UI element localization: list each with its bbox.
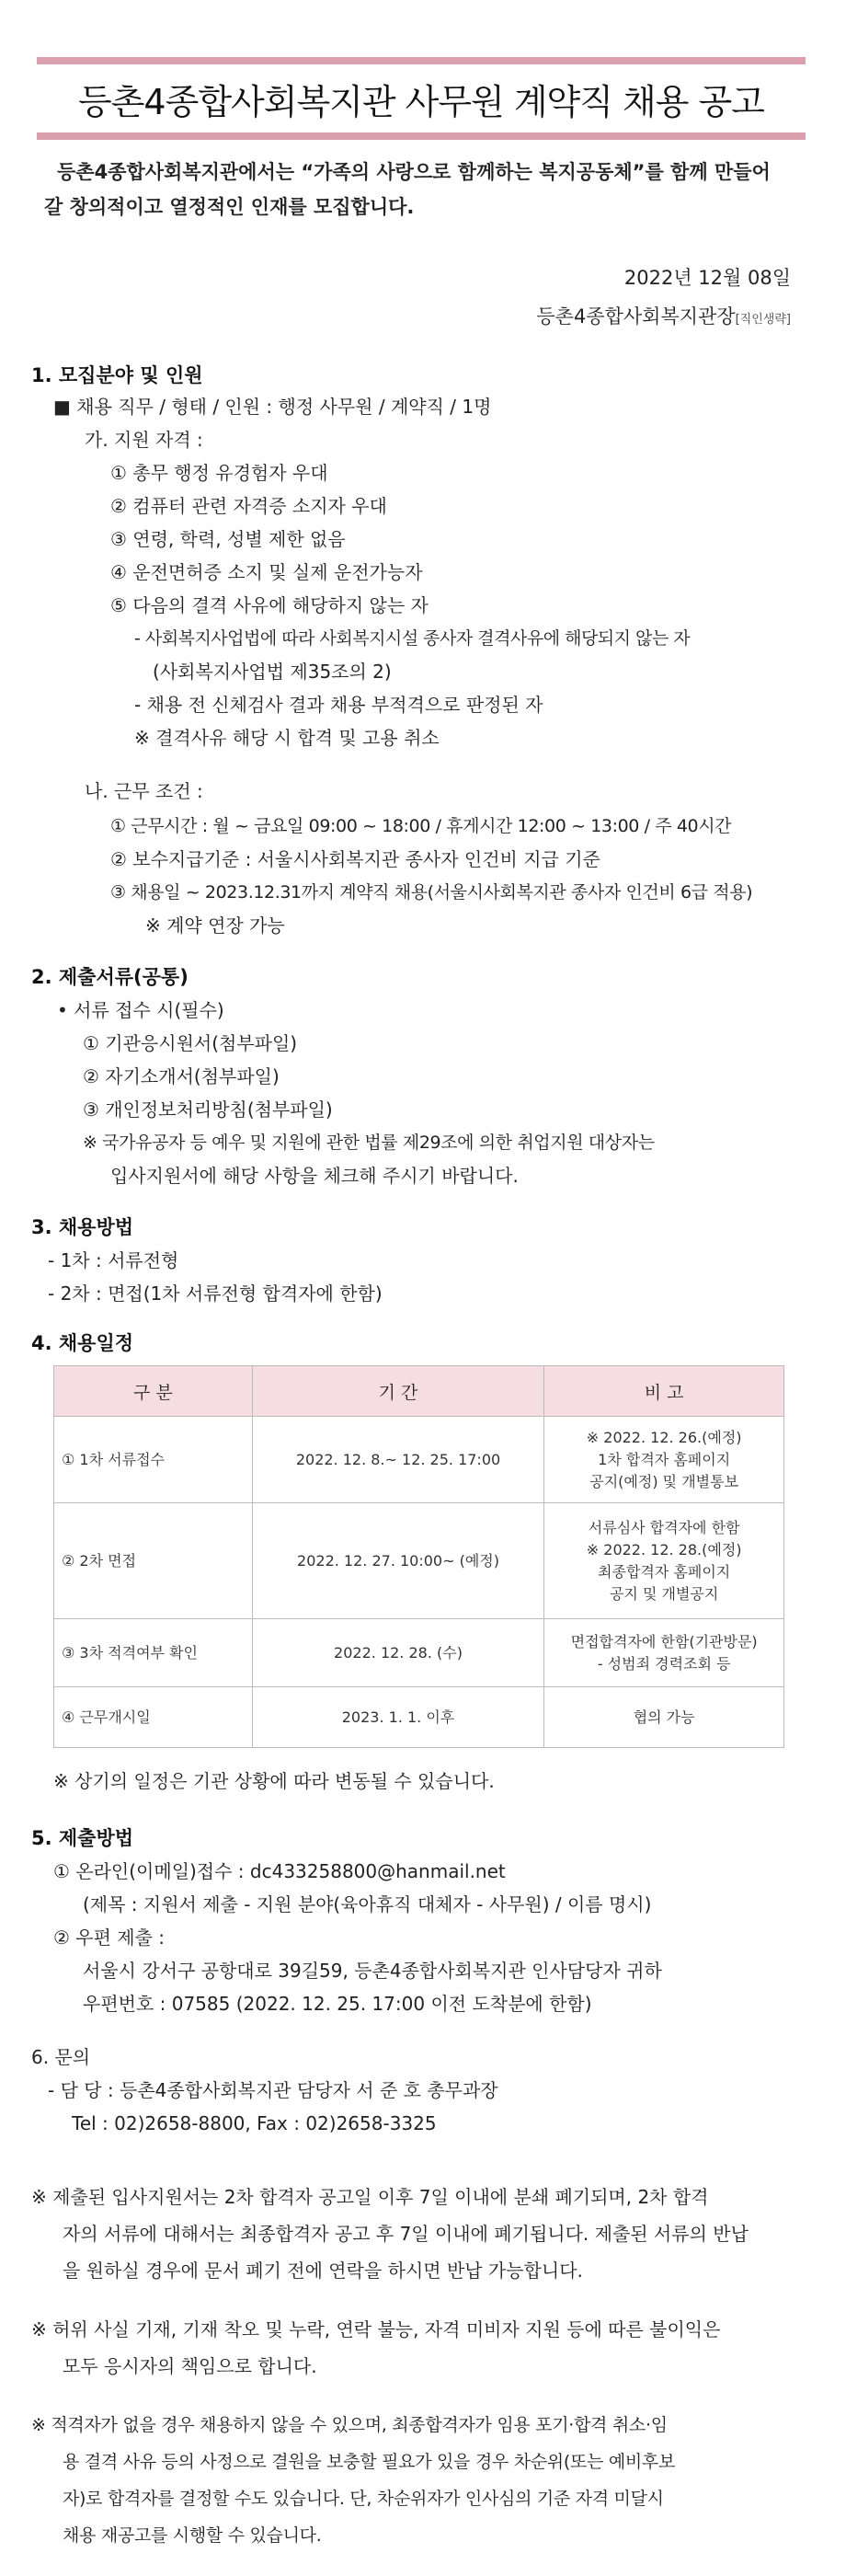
note-line: 협의 가능	[633, 1708, 695, 1726]
note-line: 최종합격자 홈페이지	[598, 1562, 731, 1581]
period-cell: 2022. 12. 8.~ 12. 25. 17:00	[252, 1417, 544, 1503]
s1-line: ※ 결격사유 해당 시 합격 및 고용 취소	[134, 727, 440, 749]
s2-line: 입사지원서에 해당 사항을 체크해 주시기 바랍니다.	[110, 1165, 519, 1187]
note-cell	[544, 1687, 784, 1748]
note-line: ※ 2022. 12. 28.(예정)	[586, 1540, 742, 1558]
s3-line: - 2차 : 면접(1차 서류전형 합격자에 한함)	[48, 1282, 383, 1305]
s1-line: - 채용 전 신체검사 결과 채용 부적격으로 판정된 자	[134, 694, 543, 716]
period-cell: 2023. 1. 1. 이후	[252, 1687, 544, 1748]
table-row	[54, 1417, 784, 1503]
s1-line: ② 보수지급기준 : 서울시사회복지관 종사자 인건비 지급 기준	[110, 848, 600, 870]
section-3-heading: 3. 채용방법	[31, 1216, 134, 1238]
section-5-heading: 5. 제출방법	[31, 1827, 134, 1849]
s1-line: 가. 지원 자격 :	[85, 429, 203, 451]
note-line: ※ 허위 사실 기재, 기재 착오 및 누락, 연락 불능, 자격 미비자 지원 등에 따른 불이익은	[31, 2318, 721, 2340]
s1-line: ③ 연령, 학력, 성별 제한 없음	[110, 528, 346, 550]
section-6-heading: 6. 문의	[31, 2046, 91, 2068]
note-line: 용 결격 사유 등의 사정으로 결원을 보충할 필요가 있을 경우 차순위(또는 예비후보	[63, 2452, 676, 2472]
s1-line: ■ 채용 직무 / 형태 / 인원 : 행정 사무원 / 계약직 / 1명	[53, 396, 492, 418]
note-line: 공지 및 개별공지	[609, 1584, 719, 1603]
s2-line: ※ 국가유공자 등 예우 및 지원에 관한 법률 제29조에 의한 취업지원 대상자는	[83, 1133, 655, 1153]
s5-line: ① 온라인(이메일)접수 : dc433258800@hanmail.net	[53, 1860, 506, 1882]
s6-line: Tel : 02)2658-8800, Fax : 02)2658-3325	[72, 2112, 437, 2134]
column-header: 구 분	[54, 1366, 253, 1417]
s1-line: ③ 채용일 ~ 2023.12.31까지 계약직 채용(서울시사회복지관 종사자 인건비 6급 적용)	[110, 882, 753, 903]
step-cell: ② 2차 면접	[54, 1503, 253, 1619]
s2-line: ① 기관응시원서(첨부파일)	[83, 1032, 298, 1054]
period-cell: 2022. 12. 27. 10:00~ (예정)	[252, 1503, 544, 1619]
s1-line: ④ 운전면허증 소지 및 실제 운전가능자	[110, 561, 423, 583]
note-line: 면접합격자에 한함(기관방문)	[570, 1632, 758, 1650]
intro-line: 갈 창의적이고 열정적인 인재를 모집합니다.	[44, 196, 415, 218]
note-line: 모두 응시자의 책임으로 합니다.	[63, 2355, 317, 2377]
schedule-table	[53, 1365, 784, 1748]
organization-signature	[536, 302, 791, 329]
s3-line: - 1차 : 서류전형	[48, 1249, 179, 1271]
note-cell	[544, 1503, 784, 1619]
page-title: 등촌4종합사회복지관 사무원 계약직 채용 공고	[78, 82, 764, 122]
s5-line: (제목 : 지원서 제출 - 지원 분야(육아휴직 대체자 - 사무원) / 이름 명시)	[83, 1893, 652, 1915]
period-cell: 2022. 12. 28. (수)	[252, 1619, 544, 1687]
s1-line: ※ 계약 연장 가능	[145, 914, 285, 937]
notice-date: 2022년 12월 08일	[623, 267, 791, 289]
schedule-footnote: ※ 상기의 일정은 기관 상황에 따라 변동될 수 있습니다.	[53, 1770, 495, 1792]
note-line: - 성범죄 경력조회 등	[597, 1654, 731, 1673]
s1-line: ② 컴퓨터 관련 자격증 소지자 우대	[110, 495, 387, 517]
step-cell: ③ 3차 적격여부 확인	[54, 1619, 253, 1687]
s5-line: 우편번호 : 07585 (2022. 12. 25. 17:00 이전 도착분에 한함)	[83, 1993, 592, 2015]
note-line: 공지(예정) 및 개별통보	[589, 1472, 739, 1490]
note-line: 자의 서류에 대해서는 최종합격자 공고 후 7일 이내에 폐기됩니다. 제출된 서류의 반납	[63, 2223, 749, 2245]
table-row	[54, 1619, 784, 1687]
note-line: 자)로 합격자를 결정할 수도 있습니다. 단, 차순위자가 인사심의 기준 자격 미달시	[63, 2489, 664, 2509]
s1-line: (사회복지사업법 제35조의 2)	[153, 661, 392, 683]
s2-line: ② 자기소개서(첨부파일)	[83, 1065, 280, 1087]
note-cell	[544, 1619, 784, 1687]
s2-line: ③ 개인정보처리방침(첨부파일)	[83, 1098, 333, 1121]
note-line: 을 원하실 경우에 문서 폐기 전에 연락을 하시면 반납 가능합니다.	[63, 2260, 583, 2282]
note-line: ※ 2022. 12. 26.(예정)	[586, 1428, 742, 1446]
note-line: ※ 적격자가 없을 경우 채용하지 않을 수 있으며, 최종합격자가 임용 포기·합격 취소·임	[31, 2415, 668, 2435]
title-top-rule	[37, 57, 806, 64]
column-header: 기 간	[252, 1366, 544, 1417]
s1-line: ① 근무시간 : 월 ~ 금요일 09:00 ~ 18:00 / 휴게시간 12:00 ~ 13:00 / 주 40시간	[110, 816, 732, 836]
intro-line: 등촌4종합사회복지관에서는 “가족의 사랑으로 함께하는 복지공동체”를 함께 만들어	[57, 161, 771, 183]
section-1-heading: 1. 모집분야 및 인원	[31, 364, 203, 386]
step-cell: ① 1차 서류접수	[54, 1417, 253, 1503]
s2-line: • 서류 접수 시(필수)	[57, 999, 224, 1021]
note-cell	[544, 1417, 784, 1503]
column-header: 비 고	[544, 1366, 784, 1417]
note-line: 채용 재공고를 시행할 수 있습니다.	[63, 2525, 322, 2546]
table-row	[54, 1503, 784, 1619]
table-row	[54, 1687, 784, 1748]
s5-line: 서울시 강서구 공항대로 39길59, 등촌4종합사회복지관 인사담당자 귀하	[83, 1960, 662, 1982]
intro-paragraph	[44, 155, 798, 224]
s1-line: ⑤ 다음의 결격 사유에 해당하지 않는 자	[110, 594, 429, 616]
step-cell: ④ 근무개시일	[54, 1687, 253, 1748]
s1-line: ① 총무 행정 유경험자 우대	[110, 462, 328, 484]
s1-line: - 사회복지사업법에 따라 사회복지시설 종사자 결격사유에 해당되지 않는 자	[134, 628, 691, 649]
note-line: ※ 제출된 입사지원서는 2차 합격자 공고일 이후 7일 이내에 분쇄 폐기되며, 2차 합격	[31, 2186, 709, 2208]
organization-name: 등촌4종합사회복지관장	[536, 305, 736, 328]
s5-line: ② 우편 제출 :	[53, 1926, 166, 1949]
table-header-row	[54, 1366, 784, 1417]
section-2-heading: 2. 제출서류(공통)	[31, 966, 189, 988]
s1-line: 나. 근무 조건 :	[85, 780, 203, 802]
title-bottom-rule	[37, 132, 806, 140]
section-4-heading: 4. 채용일정	[31, 1332, 134, 1354]
s6-line: - 담 당 : 등촌4종합사회복지관 담당자 서 준 호 총무과장	[48, 2079, 498, 2101]
note-line: 서류심사 합격자에 한함	[588, 1518, 740, 1536]
note-line: 1차 합격자 홈페이지	[598, 1450, 731, 1468]
seal-omitted-note: [직인생략]	[735, 313, 791, 327]
